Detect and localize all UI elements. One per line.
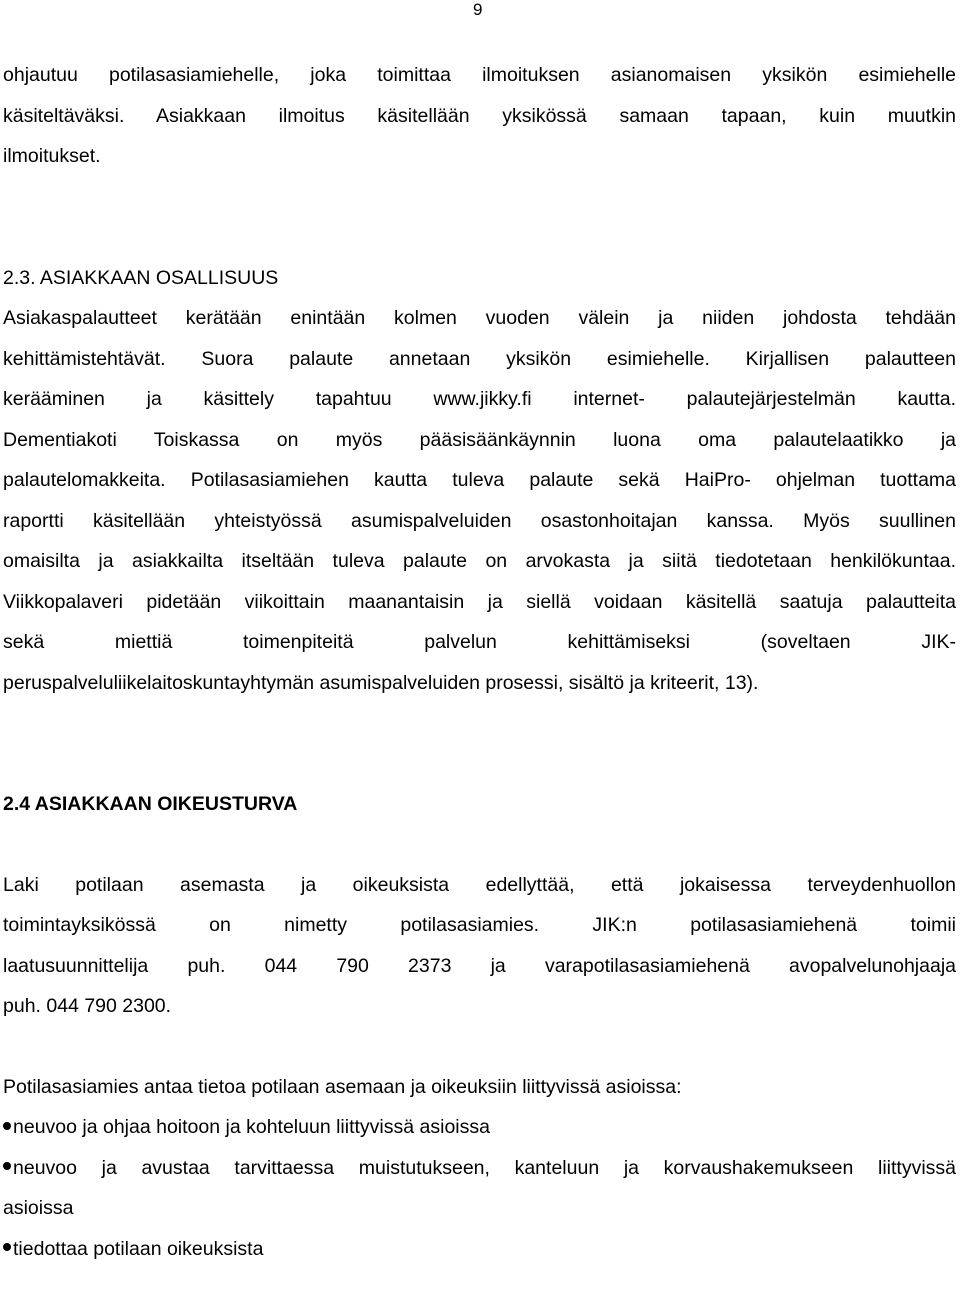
- bullet-2-line-1-wrap: [3, 1148, 956, 1189]
- section-2-4-paragraph: [3, 865, 956, 1027]
- s23-line-8: Viikkopalaveri pidetään viikoittain maanantaisin ja siellä voidaan käsitellä saatuja palautteita: [3, 590, 956, 613]
- bullet-icon: [3, 1122, 11, 1130]
- s23-line-9: sekä miettiä toimenpiteitä palvelun kehittämiseksi (soveltaen JIK-: [3, 631, 956, 653]
- s23-line-10: peruspalveluliikelaitoskuntayhtymän asumispalveluiden prosessi, sisältö ja kriteerit, 13).: [3, 671, 759, 694]
- s23-line-7: omaisilta ja asiakkailta itseltään tuleva palaute on arvokasta ja siitä tiedotetaan henkilökuntaa.: [3, 550, 956, 572]
- s24-line-1: Laki potilaan asemasta ja oikeuksista edellyttää, että jokaisessa terveydenhuollon: [3, 873, 956, 896]
- s24-line-3: laatusuunnittelija puh. 044 790 2373 ja varapotilasasiamiehenä avopalvelunohjaaja: [3, 954, 956, 977]
- document-body: [3, 55, 956, 1269]
- s23-line-4: Dementiakoti Toiskassa on myös pääsisäänkäynnin luona oma palautelaatikko ja: [3, 428, 956, 451]
- bullet-2-line-2: asioissa: [3, 1197, 74, 1219]
- intro-line-2: käsiteltäväksi. Asiakkaan ilmoitus käsitellään yksikössä samaan tapaan, kuin muutkin: [3, 104, 956, 127]
- intro-paragraph: [3, 55, 956, 177]
- s23-line-3: kerääminen ja käsittely tapahtuu www.jikky.fi internet- palautejärjestelmän kautta.: [3, 388, 956, 410]
- bullet-2-line-1: neuvoo ja avustaa tarvittaessa muistutukseen, kanteluun ja korvaushakemukseen liittyvissä: [13, 1156, 956, 1179]
- section-2-3-heading: 2.3. ASIAKKAAN OSALLISUUS: [3, 266, 279, 289]
- list-intro: [3, 1067, 956, 1108]
- bullet-list: [3, 1107, 956, 1269]
- list-item: [3, 1107, 956, 1148]
- bullet-icon: [3, 1162, 11, 1170]
- s23-line-6: raportti käsitellään yhteistyössä asumispalveluiden osastonhoitajan kanssa. Myös suullinen: [3, 509, 956, 532]
- intro-line-1: ohjautuu potilasasiamiehelle, joka toimittaa ilmoituksen asianomaisen yksikön esimiehelle: [3, 64, 956, 86]
- intro-line-3: ilmoitukset.: [3, 145, 101, 167]
- s23-line-5: palautelomakkeita. Potilasasiamiehen kautta tuleva palaute sekä HaiPro- ohjelman tuottama: [3, 469, 956, 491]
- s24-line-4: puh. 044 790 2300.: [3, 995, 172, 1017]
- s24-line-2: toimintayksikössä on nimetty potilasasiamies. JIK:n potilasasiamiehenä toimii: [3, 914, 956, 936]
- list-item: [3, 1229, 956, 1270]
- section-2-3-paragraph: [3, 298, 956, 703]
- bullet-icon: [3, 1243, 11, 1251]
- bullet-3-line-1: tiedottaa potilaan oikeuksista: [13, 1237, 264, 1260]
- section-2-4-heading: 2.4 ASIAKKAAN OIKEUSTURVA: [3, 793, 298, 815]
- s23-line-1: Asiakaspalautteet kerätään enintään kolmen vuoden välein ja niiden johdosta tehdään: [3, 307, 956, 329]
- bullet-1-line-1: neuvoo ja ohjaa hoitoon ja kohteluun liittyvissä asioissa: [13, 1116, 490, 1138]
- list-intro-text: Potilasasiamies antaa tietoa potilaan asemaan ja oikeuksiin liittyvissä asioissa:: [3, 1075, 682, 1098]
- s23-line-2: kehittämistehtävät. Suora palaute annetaan yksikön esimiehelle. Kirjallisen palautteen: [3, 347, 956, 370]
- page-number: 9: [473, 0, 483, 19]
- list-item: [3, 1148, 956, 1229]
